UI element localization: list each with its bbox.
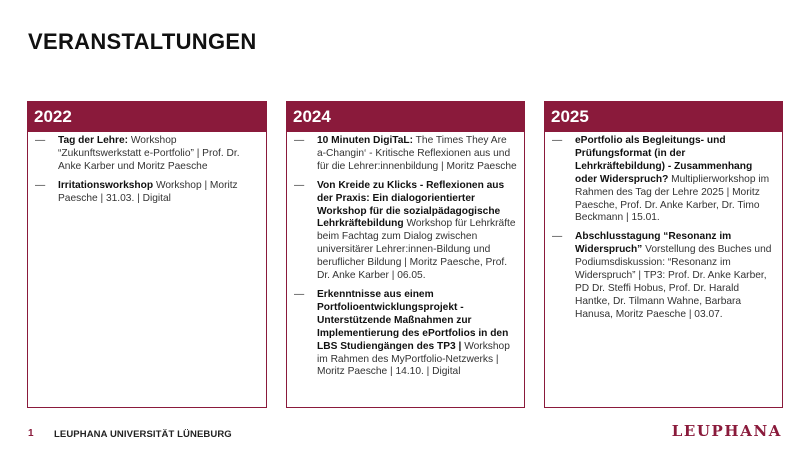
list-marker: — [294, 179, 305, 191]
event-item [35, 135, 260, 174]
event-item [294, 180, 518, 283]
event-list [287, 132, 524, 379]
event-list [545, 132, 782, 322]
university-name: LEUPHANA UNIVERSITÄT LÜNEBURG [54, 429, 232, 440]
list-marker: — [35, 135, 46, 146]
event-title: ePortfolio als Begleitungs- und Prüfungsformat (in der Lehrkräftebildung) - Zusammenhang oder Widerspruch? [575, 135, 753, 185]
list-marker: — [294, 288, 305, 300]
year-heading: 2024 [287, 102, 524, 132]
year-card-2024 [286, 101, 525, 408]
event-item [35, 180, 260, 206]
event-details: Workshop im Rahmen des MyPortfolio-Netzwerks | Moritz Paesche | 14.10. | Digital [317, 340, 510, 378]
event-details: Vorstellung des Buches und Podiumsdiskussion: “Resonanz im Widerspruch” | TP3: Prof. Dr. Anke Karber, PD Dr. Steffi Hobus, Prof. Dr. Harald Hantke, Dr. Tilmann Wahne, Barbara Hanusa, Moritz Paesche | 03.07. [575, 244, 772, 320]
page-title: VERANSTALTUNGEN [28, 29, 257, 54]
event-title: Abschlusstagung “Resonanz im Widerspruch” [575, 231, 732, 256]
year-heading: 2022 [28, 102, 266, 132]
event-title: Tag der Lehre: [58, 135, 129, 146]
list-marker: — [35, 179, 46, 191]
event-details: Workshop “Zukunftswerkstatt e-Portfolio” | Prof. Dr. Anke Karber und Moritz Paesche [58, 135, 240, 172]
leuphana-logo: LEUPHANA [671, 422, 782, 440]
event-details: Workshop für Lehrkräfte beim Fachtag zum Dialog zwischen universitärer Lehrer:innen-Bildung und beruflicher Bildung | Moritz Paesche, Prof. Dr. Anke Karber | 06.05. [317, 218, 516, 282]
event-details: Multiplierworkshop im Rahmen des Tag der Lehre 2025 | Moritz Paesche, Prof. Dr. Anke Karber, Dr. Timo Beckmann | 15.01. [575, 173, 770, 224]
event-title: 10 Minuten DigiTaL: [317, 135, 414, 146]
year-heading: 2025 [545, 102, 782, 132]
year-card-2025 [544, 101, 783, 408]
event-title: Von Kreide zu Klicks - Reflexionen aus der Praxis: Ein dialogorientierter Workshop für die sozialpädagogische Lehrkräftebildung [317, 179, 505, 230]
event-list [28, 132, 266, 206]
list-marker: — [552, 135, 563, 146]
list-marker: — [552, 231, 563, 243]
event-title: Erkenntnisse aus einem Portfolioentwicklungsprojekt - Unterstützende Maßnahmen zur Implementierung des ePortfolios in den LBS Studiengängen des TP3 | [317, 288, 509, 352]
event-item [552, 135, 776, 225]
event-title: Irritationsworkshop [58, 179, 154, 191]
event-details: Workshop | Moritz Paesche | 31.03. | Digital [58, 179, 238, 204]
slide-number: 1 [28, 428, 34, 439]
event-item [552, 231, 776, 321]
list-marker: — [294, 135, 305, 146]
event-details: The Times They Are a-Changin‘ - Kritische Reflexionen aus und für die Lehrer:innenbildung | Moritz Paesche [317, 135, 517, 172]
event-item [294, 289, 518, 379]
event-item [294, 135, 518, 174]
year-card-2022 [27, 101, 267, 408]
